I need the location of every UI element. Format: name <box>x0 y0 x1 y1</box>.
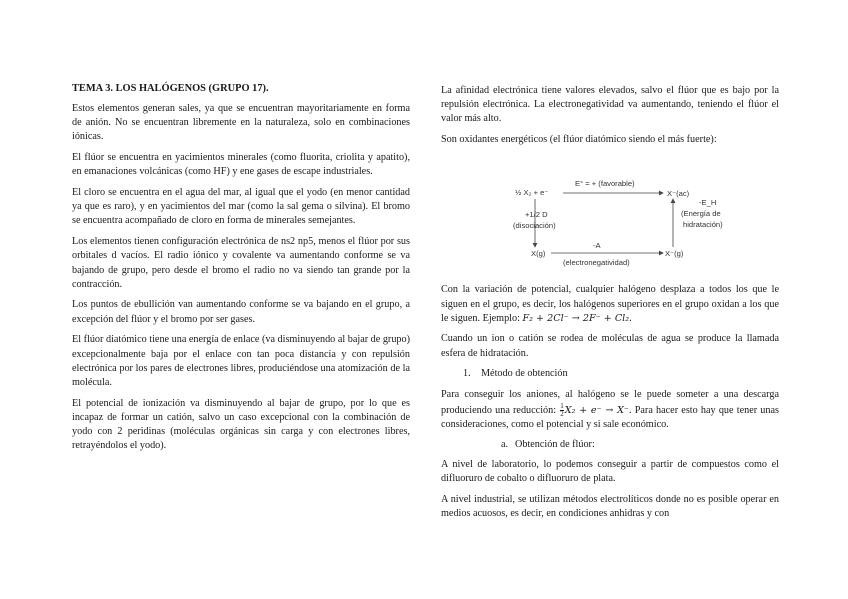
bottom-arrow-label: -A <box>593 241 601 251</box>
right-arrow-label: -E_H <box>699 198 717 208</box>
section-title: Método de obtención <box>481 368 568 380</box>
section-heading <box>463 367 779 381</box>
bottom-arrow-label-2: (electronegatividad) <box>563 258 630 268</box>
subsection-heading <box>501 438 779 452</box>
bottom-right-species: X⁻(g) <box>665 249 684 259</box>
equation: F₂ + 2Cl⁻ → 2F⁻ + Cl₂ <box>522 312 630 324</box>
left-arrow-label: +1/2 D <box>525 210 548 220</box>
fraction <box>560 403 564 418</box>
bottom-left-species: X(g) <box>531 249 546 259</box>
top-left-species: ½ X₂ + e⁻ <box>515 188 549 198</box>
paragraph: El flúor diatómico tiene una energía de enlace (va disminuyendo al bajar de grupo) excepcionalmente baja por el enlace con tan poca distancia y con repulsión electrónica por los pares de electrones libres, produciéndose una atomización de la molécula. <box>72 334 410 388</box>
subsection-letter: a. <box>501 439 509 451</box>
born-haber-cycle-diagram <box>441 157 779 275</box>
right-arrow-label-2: (Energía de <box>681 209 721 219</box>
page-title: TEMA 3. LOS HALÓGENOS (GRUPO 17). <box>72 83 269 94</box>
paragraph: A nivel de laboratorio, lo podemos conseguir a partir de compuestos como el difluoruro de cobalto o difluoruro de plata. <box>441 459 779 485</box>
left-arrow-label-2: (disociación) <box>513 221 556 231</box>
paragraph: Son oxidantes energéticos (el flúor diatómico siendo el más fuerte): <box>441 134 717 146</box>
paragraph: A nivel industrial, se utilizan métodos electrolíticos donde no es posible operar en medios acuosos, es decir, en condiciones anhidras y con <box>441 494 779 520</box>
paragraph: Los puntos de ebullición van aumentando conforme se va bajando en el grupo, a excepción del flúor y el bromo por ser gases. <box>72 299 410 325</box>
paragraph: El flúor se encuentra en yacimientos minerales (como fluorita, criolita y apatito), en emanaciones volcánicas (como HF) y ene gases de escape industriales. <box>72 152 410 178</box>
paragraph <box>441 388 779 431</box>
fraction-numerator: 1 <box>560 401 564 410</box>
fraction-denominator: 2 <box>560 409 564 418</box>
paragraph: El potencial de ionización va disminuyendo al bajar de grupo, por lo que es incapaz de formar un catión, salvo un caso excepcional con la combinación de yodo con 2 peridinas (moléculas orgánicas sin carga y con electrones libres, retrayéndolos el yodo). <box>72 397 410 452</box>
subsection-title: Obtención de flúor: <box>515 439 595 451</box>
right-arrow-label-3: hidratación) <box>683 220 723 230</box>
paragraph-text: Para conseguir los aniones, al halógeno se le puede someter a una descarga produciendo una reducción: <box>441 389 779 416</box>
paragraph: Los elementos tienen configuración electrónica de ns2 np5, menos el flúor por sus orbitales d vacíos. El radio iónico y covalente va aumentando conforme se va bajando de grupo, pero desde el bromo el radio no va siendo tan grande por la contracción. <box>72 236 410 290</box>
paragraph <box>441 283 779 326</box>
cycle-diagram-svg <box>441 157 779 275</box>
paragraph: El cloro se encuentra en el agua del mar, al igual que el yodo (en menor cantidad ya que es raro), y en yacimientos del mar (como la sal gema o silvina). El bromo se encuentra acompañado de cloro en forma de minerales semejantes. <box>72 187 410 227</box>
paragraph: Cuando un ion o catión se rodea de moléculas de agua se produce la llamada esfera de hidratación. <box>441 333 779 359</box>
top-arrow-label: E° = + (favorable) <box>575 179 635 189</box>
paragraph: Estos elementos generan sales, ya que se encuentran mayoritariamente en forma de anión. No se encuentran libremente en la naturaleza, solo en combinaciones iónicas. <box>72 103 410 143</box>
equation: X₂ + e⁻ → X⁻ <box>564 404 629 416</box>
paragraph-text: Con la variación de potencial, cualquier halógeno desplaza a todos los que le siguen en el grupo, es decir, los halógenos superiores en el grupo oxidan a los que le siguen. Ejemplo: <box>441 284 779 324</box>
right-column <box>441 84 779 528</box>
paragraph-end: . <box>629 312 632 324</box>
section-number: 1. <box>463 368 471 380</box>
paragraph-text: . Para hacer esto hay que tener unas consideraciones, como el potencial y si sale económico. <box>441 404 779 430</box>
top-right-species: X⁻(ac) <box>667 189 690 199</box>
paragraph: La afinidad electrónica tiene valores elevados, salvo el flúor que es bajo por la repulsión electrónica. La electronegatividad va aumentando, teniendo el flúor el valor más alto. <box>441 85 779 125</box>
left-column <box>72 82 410 460</box>
